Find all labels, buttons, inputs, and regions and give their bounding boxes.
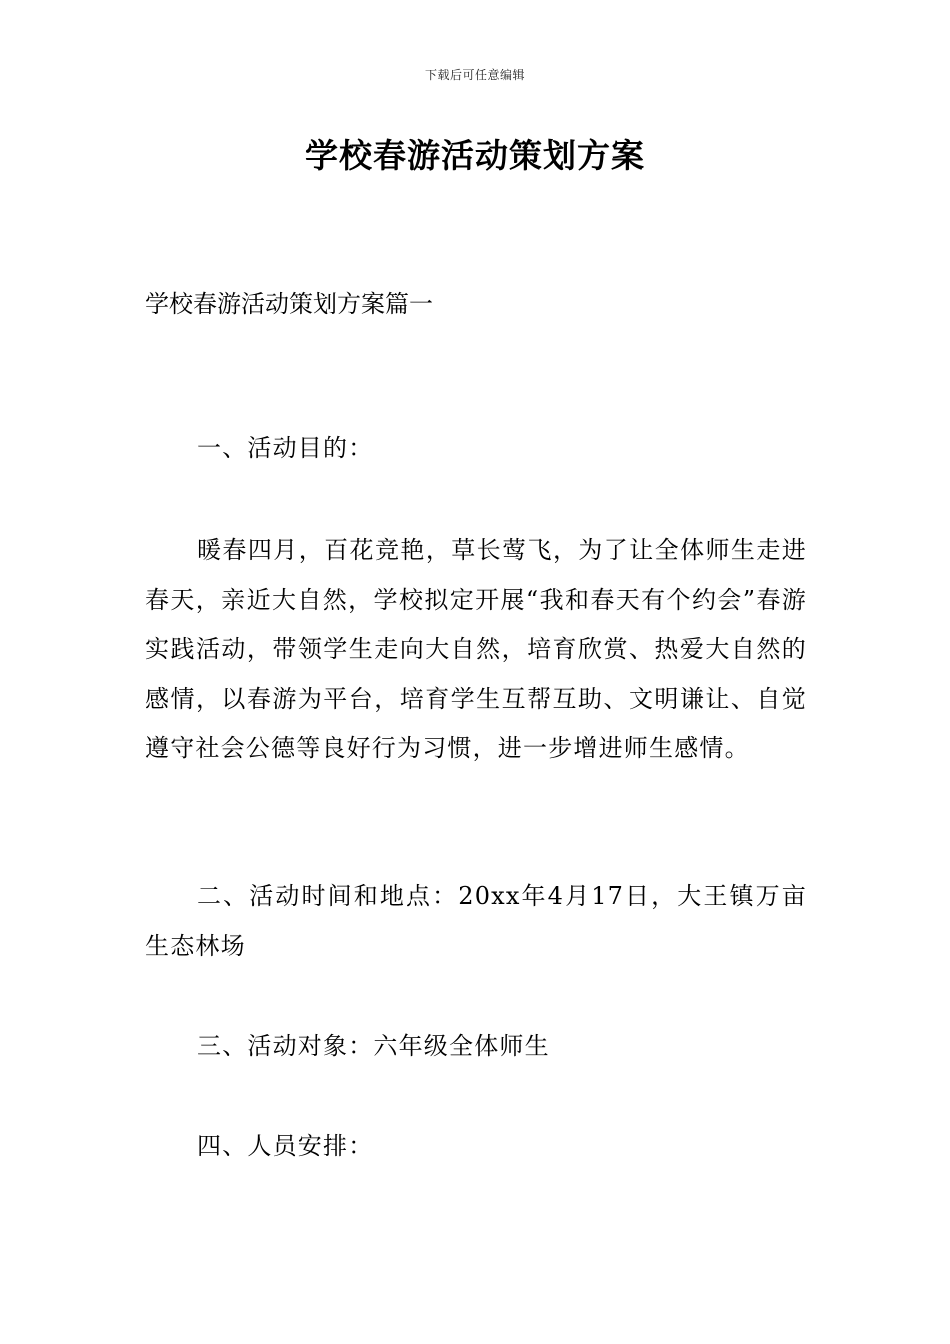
document-title: 学校春游活动策划方案 (305, 136, 645, 175)
section-heading-purpose: 一、活动目的： (197, 434, 374, 462)
section-time-location: 二、活动时间和地点：20xx年4月17日，大王镇万亩生态林场 (145, 882, 807, 960)
paragraph-purpose: 暖春四月，百花竞艳，草长莺飞，为了让全体师生走进春天，亲近大自然，学校拟定开展“我和春天有个约会”春游实践活动，带领学生走向大自然，培育欣赏、热爱大自然的感情，以春游为平台，培育学生互帮互助、文明谦让、自觉遵守社会公德等良好行为习惯，进一步增进师生感情。 (145, 536, 807, 762)
document-subtitle: 学校春游活动策划方案篇一 (145, 290, 433, 318)
section-participants: 三、活动对象：六年级全体师生 (197, 1032, 550, 1060)
watermark-text: 下载后可任意编辑 (424, 68, 525, 82)
section-staffing: 四、人员安排： (197, 1132, 374, 1160)
